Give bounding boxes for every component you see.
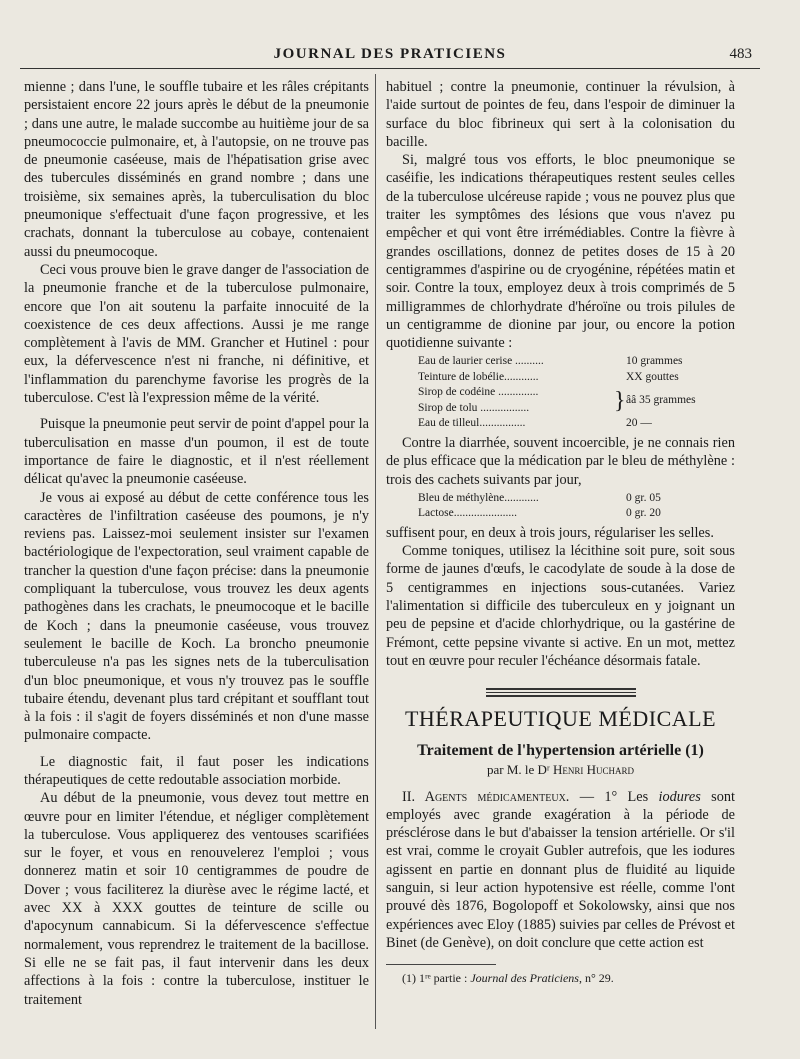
prescription-potion [418,354,718,432]
section-title: THÉRAPEUTIQUE MÉDICALE [404,706,717,732]
byline-prefix: par M. le Dʳ [486,762,550,778]
paragraph: habituel ; contre la pneumonie, continuer la révulsion, à l'aide surtout de pointes de feu, dans l'espoir de diminuer la surface du bloc fibrineux qui sert à la colonisation du bacille. [386,79,735,150]
ingredient-dose: XX gouttes [626,370,679,383]
ingredient-name: Sirop de tolu ................. [418,401,530,414]
paragraph: Contre la diarrhée, souvent incoercible, je ne connais rien de plus efficace que la médication par le bleu de méthylène : trois des cachets suivants par jour, [386,434,735,488]
ingredient-name: Sirop de codéine .............. [418,386,539,399]
subsection-lead: II. Agents médicamenteux. [402,788,570,805]
left-column [24,78,369,1009]
page-header [20,44,760,69]
ingredient-name: Lactose...................... [418,507,518,520]
paragraph: Au début de la pneumonie, vous devez tout mettre en œuvre pour en limiter l'étendue, et négliger complètement la tuberculose. Vous appliquerez des ventouses scarifiées sur le foyer, et vous en renouvelerez l'emploi ; vous donnerez matin et soir 10 centigrammes de poudre de Dover ; vous faciliterez la diurèse avec le régime lacté, et avec XX à XXX gouttes de teinture de scille ou d'apocynum cannabicum. Si la défervescence s'effectue normalement, vous reprendrez le traitement de la bacillose. Si elle ne se fait pas, il faut intervenir dans les deux affections à la fois : contre la tuberculose, instituer le traitement [24,790,369,1008]
paragraph: II. Agents médicamenteux. — 1° Les iodures sont employés avec grande exagération à la période de présclérose dans le but d'abaisser la tension artérielle. Or s'il est vrai, comme le croyait Gubler autrefois, que les iodures agissent en partie en donnant plus de fluidité au liquide sanguin, si leur action hypotensive est réelle, comme l'ont prouvé dès 1876, Bogolopoff et Sokolowsky, ainsi que nos expériences avec Eloy (1885) suivies par celles de Prévost et Binet (de Genève), on doit conclure que cette action est [386,788,735,951]
article-byline [386,761,735,779]
ingredient-name: Bleu de méthylène............ [418,491,539,504]
ingredient-dose: 20 — [626,417,652,430]
ingredient-name: Eau de laurier cerise .......... [418,355,544,368]
emphasis: iodures [658,788,701,805]
paragraph: Le diagnostic fait, il faut poser les indications thérapeutiques de cette redoutable association morbide. [24,753,369,788]
paragraph: Comme toniques, utilisez la lécithine soit pure, soit sous forme de jaunes d'œufs, le cacodylate de soude à la dose de 5 centigrammes en injections sous-cutanées. Variez l'alimentation si difficile des tuberculeux en y joignant un peu de pepsine et d'acide chlorhydrique, ou la gastérine de Frémont, cette pepsine vivante si active. En un mot, mettez tout en œuvre pour reculer l'échéance désormais fatale. [386,543,735,669]
footnote: (1) 1ʳᵉ partie : Journal des Praticiens, n° 29. [402,971,614,986]
right-column [386,78,735,985]
prescription-line [418,491,718,507]
prescription-line [418,506,718,522]
section-separator [486,688,636,697]
ingredient-dose: ââ 35 grammes [626,394,696,407]
paragraph: Je vous ai exposé au début de cette conférence tous les caractères de l'infiltration caséeuse des poumons, je n'y reviens pas. Laissez-moi seulement insister sur l'examen bactériologique de l'expectoration, seul vraiment capable de trancher la question d'une façon précise: dans la pneumonie compliquant la tuberculose, vous trouvez les deux agents pathogènes dans les crachats, le pneumocoque et le bacille de Koch ; dans la pneumonie caséeuse, vous trouvez seulement le bacille de Koch. La broncho pneumonie tuberculeuse n'a pas les signes nets de la tuberculisation d'un bloc pneumonique, et vous n'y trouvez pas le souffle tubaire étendu, devenant plus tard crépitant et soufflant tout à la fois : il s'agit de foyers disséminés et non d'une masse pulmonaire compacte. [24,489,369,744]
prescription-group [418,385,718,416]
author-name: Henri Huchard [552,762,635,778]
article-title: Traitement de l'hypertension artérielle (1) [417,742,704,760]
paragraph: mienne ; dans l'une, le souffle tubaire et les râles crépitants persistaient encore 22 jours après le début de la pneumonie ; dans une autre, le malade succombe au huitième jour de sa pneumococcie pulmonaire, et, à l'autopsie, on ne trouve pas de pneumonie caséeuse, mais de l'hépatisation grise avec des tubercules disséminés en grand nombre ; dans une troisième, six semaines après, la tuberculisation du bloc pneumonique s'effectuait d'une façon progressive, et les crachats, donnant la tuberculose au cobaye, contenaient aussi du pneumocoque. [24,79,369,260]
footnote-rule [386,964,496,965]
ingredient-dose: 0 gr. 20 [626,507,661,520]
brace-glyph: } [614,387,626,414]
prescription-line [418,416,718,432]
prescription-line [418,370,718,386]
ingredient-name: Eau de tilleul................ [418,417,526,430]
paragraph: Puisque la pneumonie peut servir de point d'appel pour la tuberculisation en masse d'un poumon, il est de toute importance de faire le diagnostic, et il n'est réellement délicat qu'avec la pneumonie caséeuse. [24,416,369,488]
column-divider [375,74,376,1029]
ingredient-dose: 0 gr. 05 [626,491,661,504]
page-number: 483 [729,46,752,62]
paragraph: Ceci vous prouve bien le grave danger de l'association de la pneumonie franche et de la tuberculose pulmonaire, encore que l'on ait soutenu la parfaite innocuité de la coexistence de ces deux affections. Aussi je me range complètement à l'avis de MM. Grancher et Hutinel : pour eux, la défervescence n'est ni franche, ni définitive, et l'inflammation du parenchyme favorise les progrès de la tuberculose. C'est là l'expression même de la vérité. [24,261,369,407]
prescription-line [418,354,718,370]
journal-title: JOURNAL DES PRATICIENS [273,46,507,62]
paragraph: suffisent pour, en deux à trois jours, régulariser les selles. [386,524,714,541]
prescription-cachet [418,491,718,522]
ingredient-name: Teinture de lobélie............ [418,370,539,383]
ingredient-dose: 10 grammes [626,355,683,368]
paragraph: Si, malgré tous vos efforts, le bloc pneumonique se caséifie, les indications thérapeutiques restent seules celles de la tuberculose ulcéreuse rapide ; vous ne pouvez plus que traiter les symptômes des lésions que vous n'avez pu empêcher et qui vont être irrémédiables. Contre la fièvre à grandes oscillations, donnez de petites doses de 15 à 20 centigrammes d'aspirine ou de cryogénine, répétées matin et soir. Contre la toux, employez deux à trois comprimés de 5 milligrammes de chlorhydrate d'héroïne ou trois pilules de un centigramme de dionine par jour, ou encore la potion quotidienne suivante : [386,152,735,352]
